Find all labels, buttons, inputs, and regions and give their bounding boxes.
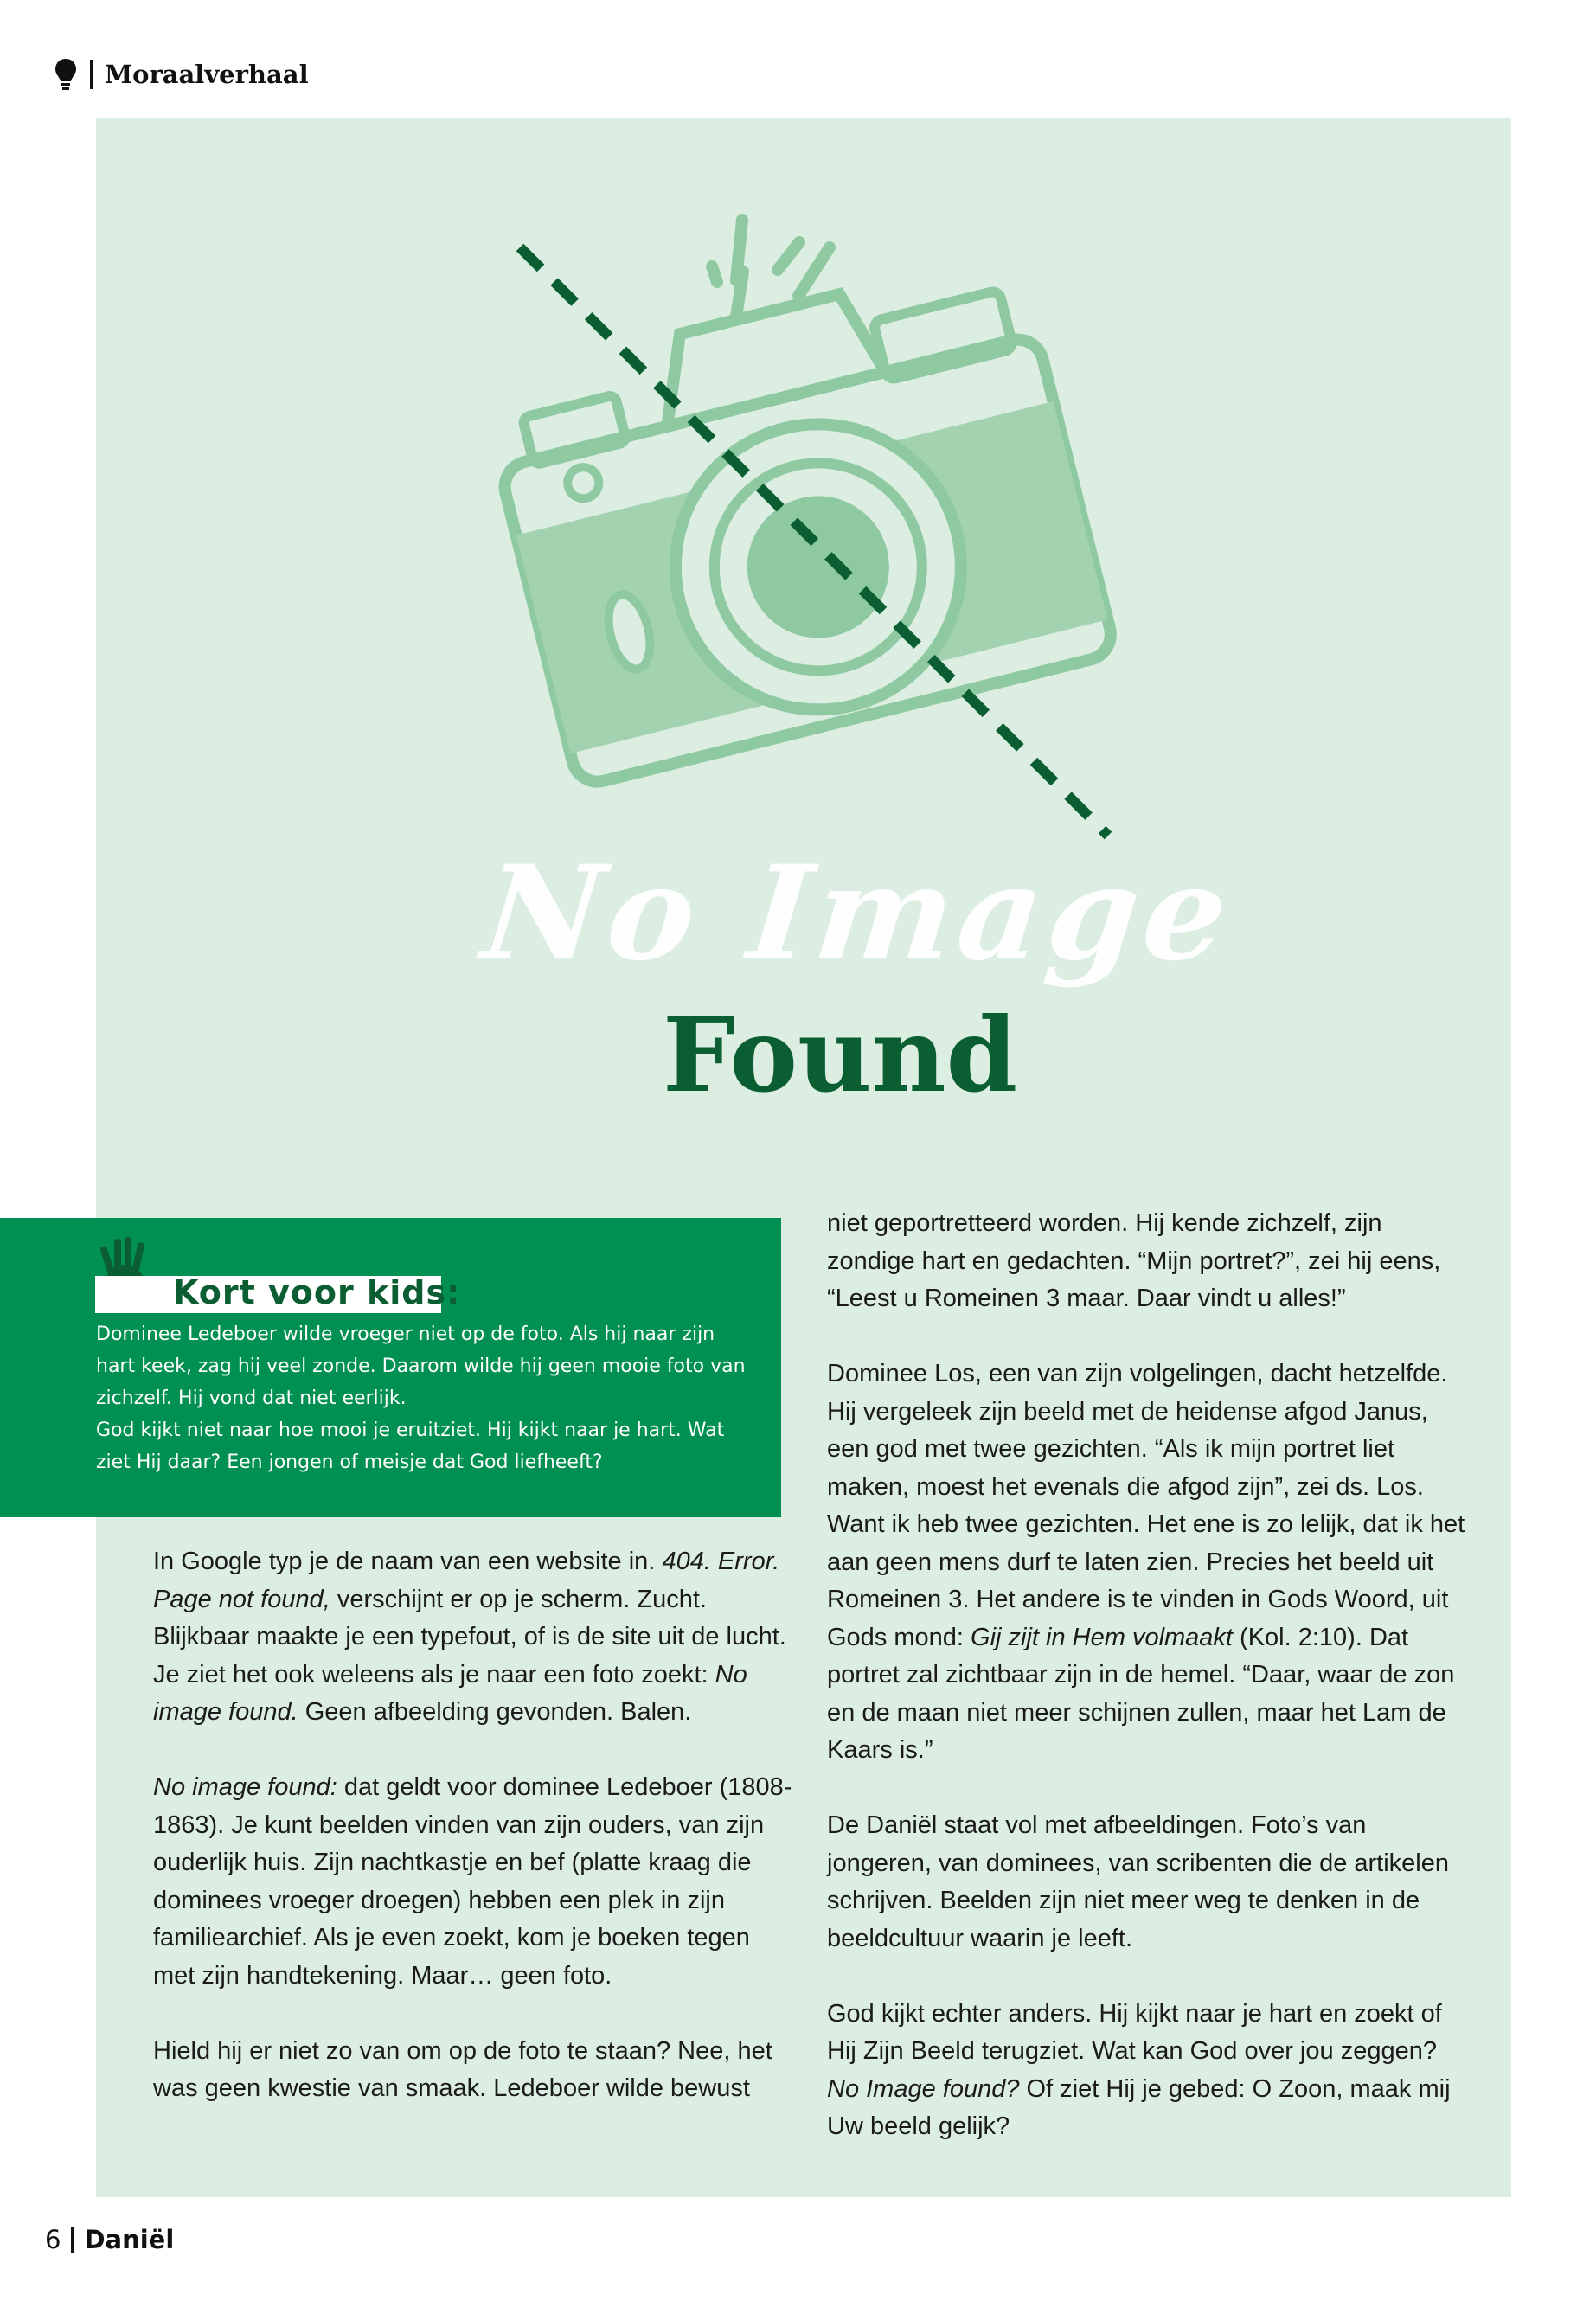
found-heading: Found xyxy=(663,995,1018,1115)
text-run: Of ziet Hij je gebed: O Zoon, maak mij Uw beeld gelijk? xyxy=(827,2074,1451,2140)
magazine-name: Daniël xyxy=(84,2225,175,2254)
text-run: verschijnt er op je scherm. Zucht. Blijkbaar maakte je een typefout, of is de site uit de lucht. Je ziet het ook weleens als je naar een foto zoekt: xyxy=(153,1585,786,1689)
kids-text xyxy=(96,1318,753,1478)
section-title: Moraalverhaal xyxy=(105,60,309,89)
kids-paragraph: God kijkt niet naar hoe mooi je eruitziet. Hij kijkt naar je hart. Wat ziet Hij daar? Een jongen of meisje dat God liefheeft? xyxy=(96,1420,725,1473)
italic-text: No Image found? xyxy=(827,2074,1020,2103)
italic-text: No image found: xyxy=(153,1773,337,1801)
text-run: Dominee Los, een van zijn volgelingen, dacht hetzelfde. Hij vergeleek zijn beeld met de heidense afgod Janus, een god met twee gezichten. “Als ik mijn portret liet maken, moest het evenals die afgod zijn”, zei ds. Los. Want ik heb twee gezichten. Het ene is zo lelijk, dat ik het aan geen mens durf te laten zien. Precies het beeld uit Romeinen 3. Het andere is te vinden in Gods Woord, uit Gods mond: xyxy=(827,1360,1465,1651)
right-column xyxy=(827,1205,1467,2183)
page-footer xyxy=(45,2225,174,2254)
paragraph: De Daniël staat vol met afbeeldingen. Foto’s van jongeren, van dominees, van scribenten die de artikelen schrijven. Beelden zijn niet meer weg te denken in de beeldcultuur waarin je leeft. xyxy=(827,1811,1450,1952)
lightbulb-icon xyxy=(54,57,78,92)
kids-box xyxy=(0,1218,781,1517)
paragraph xyxy=(153,1543,793,1732)
italic-text: Gij zijt in Hem volmaakt xyxy=(971,1623,1233,1651)
italic-text: No image found. xyxy=(153,1660,747,1726)
page-number: 6 xyxy=(45,2225,61,2254)
paragraph xyxy=(153,1769,793,1995)
kids-label: Kort voor kids: xyxy=(173,1273,461,1311)
text-run: God kijkt echter anders. Hij kijkt naar je hart en zoekt of Hij Zijn Beeld terugziet. Wat kan God over jou zeggen? xyxy=(827,1999,1442,2065)
paragraph: Hield hij er niet zo van om op de foto te staan? Nee, het was geen kwestie van smaak. Ledeboer wilde bewust xyxy=(153,2036,772,2102)
text-run: Geen afbeelding gevonden. Balen. xyxy=(298,1698,692,1726)
no-image-script: No Image xyxy=(476,837,1240,990)
kids-paragraph: Dominee Ledeboer wilde vroeger niet op de foto. Als hij naar zijn hart keek, zag hij veel zonde. Daarom wilde hij geen mooie foto van zichzelf. Hij vond dat niet eerlijk. xyxy=(96,1324,746,1409)
paragraph: niet geportretteerd worden. Hij kende zichzelf, zijn zondige hart en gedachten. “Mijn portret?”, zei hij eens, “Leest u Romeinen 3 maar. Daar vindt u alles!” xyxy=(827,1209,1441,1312)
paragraph xyxy=(827,1996,1467,2146)
header-divider xyxy=(90,60,93,89)
left-column xyxy=(153,1543,793,2145)
italic-text: 404. Error. Page not found, xyxy=(153,1548,780,1613)
text-run: (Kol. 2:10). Dat portret zal zichtbaar zijn in de hemel. “Daar, waar de zon en de maan niet meer schijnen zullen, maar het Lam de Kaars is.” xyxy=(827,1623,1455,1764)
text-run: dat geldt voor dominee Ledeboer (1808-1863). Je kunt beelden vinden van zijn ouders, van zijn ouderlijk huis. Zijn nachtkastje en bef (platte kraag die dominees vroeger droegen) hebben een plek in zijn familiearchief. Als je even zoekt, kom je boeken tegen met zijn handtekening. Maar… geen foto. xyxy=(153,1773,792,1990)
footer-divider xyxy=(71,2227,74,2253)
text-run: In Google typ je de naam van een website in. xyxy=(153,1548,663,1575)
paragraph xyxy=(827,1356,1467,1770)
page-header xyxy=(54,54,309,95)
